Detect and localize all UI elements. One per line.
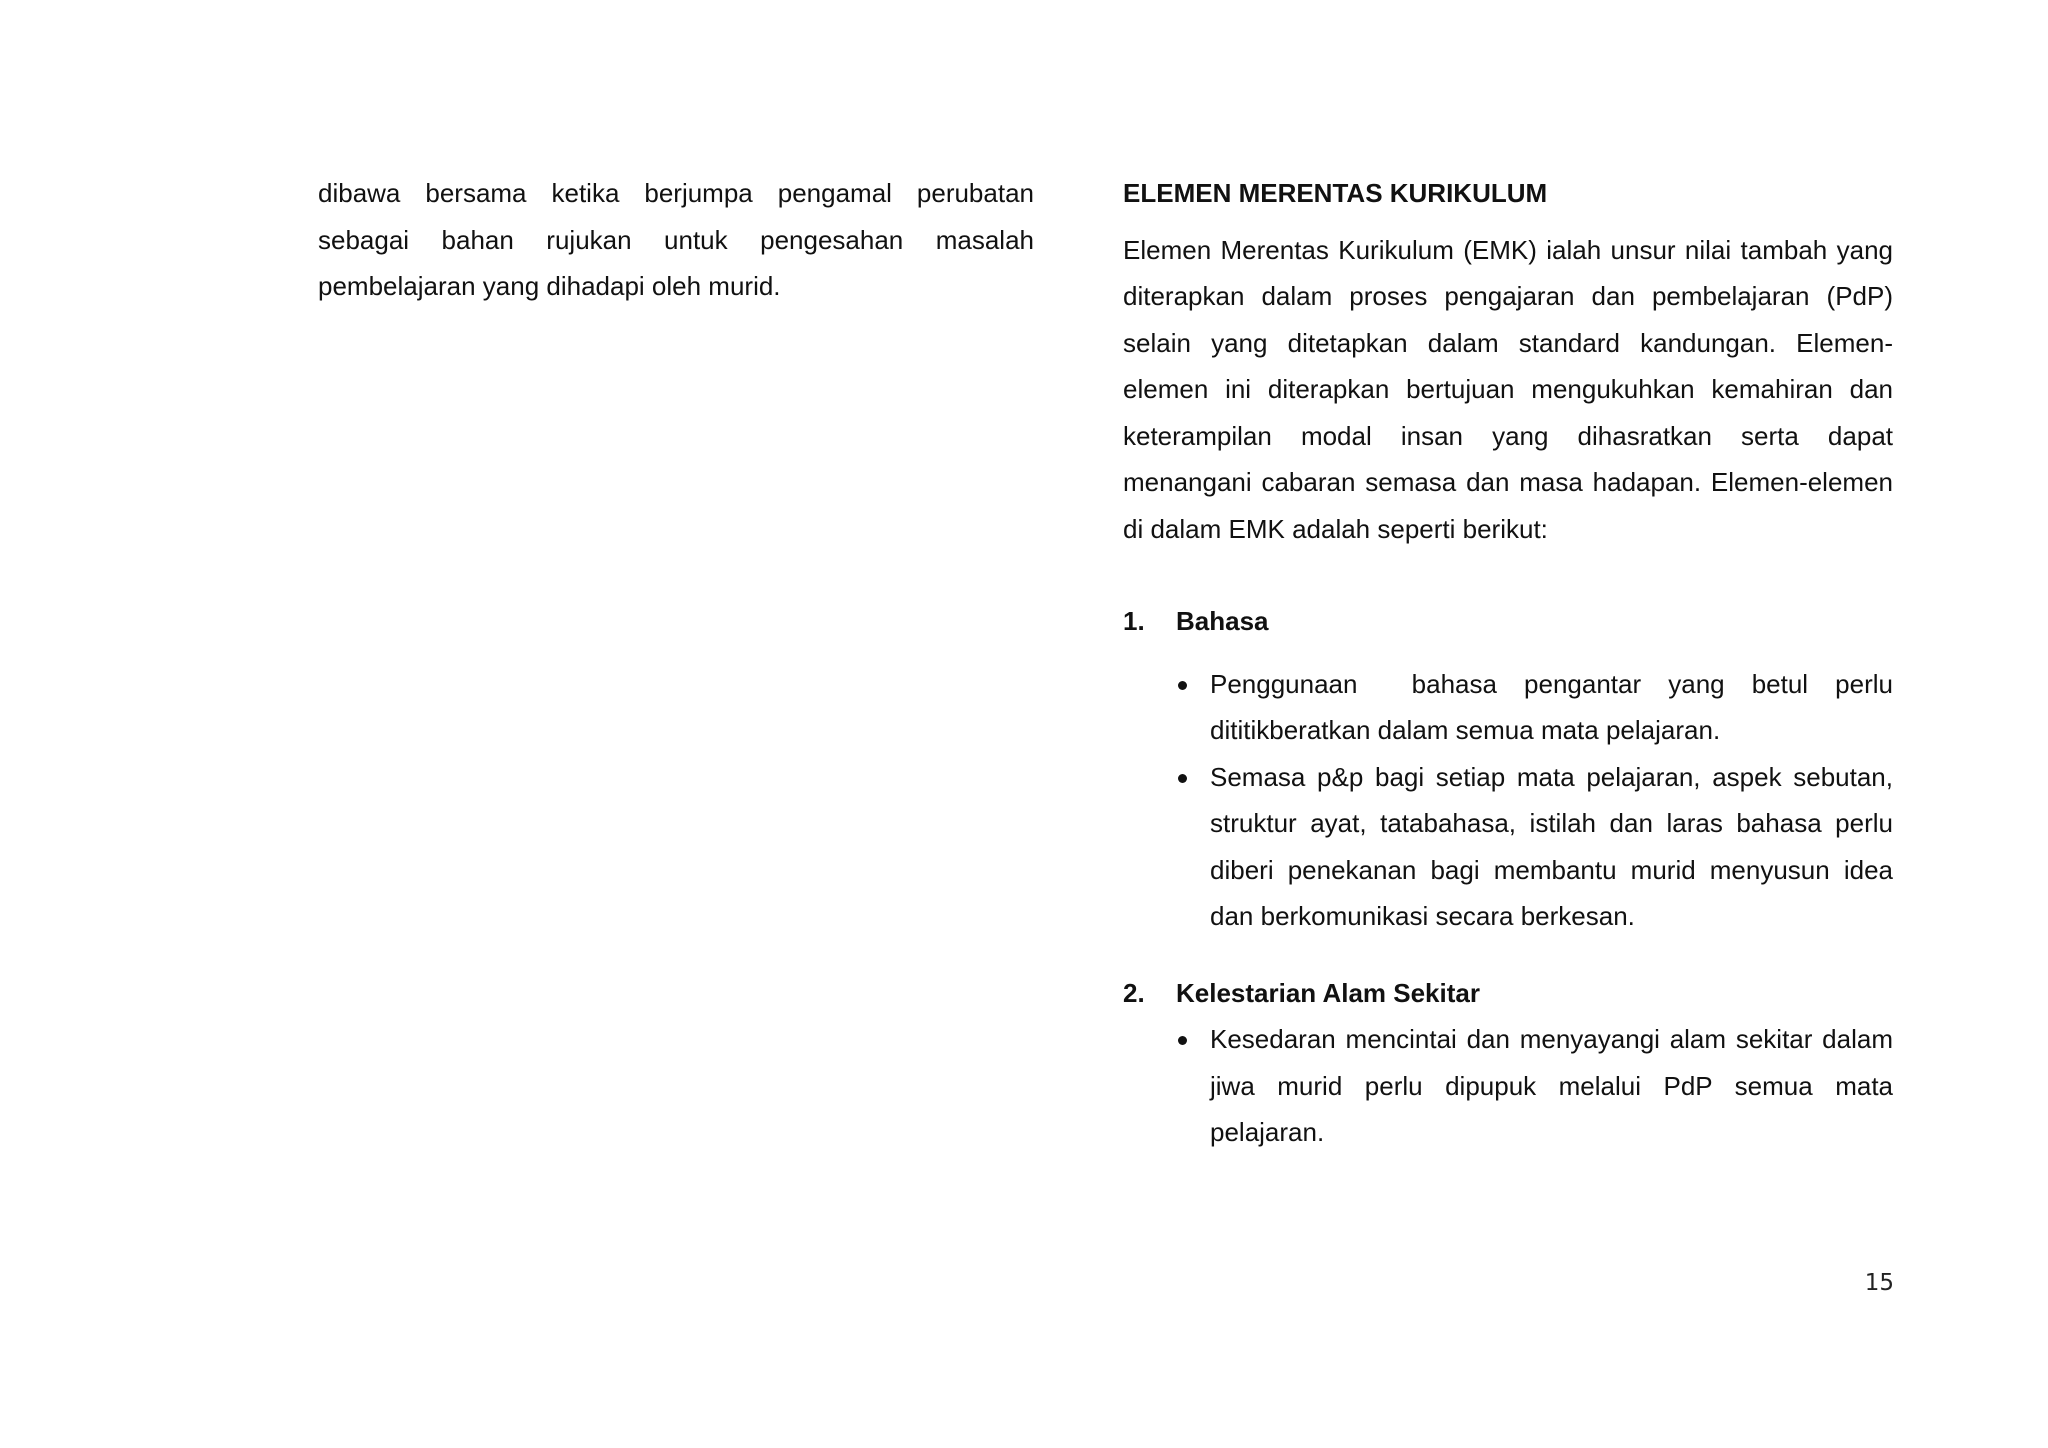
page-number: 15 [1864,1270,1894,1296]
bullet-icon [1178,681,1187,690]
bullet-text: Semasa p&p bagi setiap mata pelajaran, aspek sebutan, struktur ayat, tatabahasa, istilah dan laras bahasa perlu diberi penekanan bagi membantu murid menyusun idea dan berkomunikasi secara berkesan. [1210,761,1893,931]
bullet-list [1123,1016,1893,1156]
element-heading [1123,970,1893,1017]
bullet-list [1123,661,1901,940]
bullet-icon [1178,774,1187,783]
element-heading [1123,598,1893,645]
element-section-bahasa [1123,598,1901,940]
bullet-item [1123,754,1893,940]
section-heading: ELEMEN MERENTAS KURIKULUM [1123,178,1548,208]
bullet-text: Kesedaran mencintai dan menyayangi alam sekitar dalam jiwa murid perlu dipupuk melalui PdP semua mata pelajaran. [1210,1024,1893,1147]
bullet-item [1123,1016,1893,1156]
element-title: Kelestarian Alam Sekitar [1176,977,1480,1008]
bullet-icon [1178,1036,1187,1045]
continued-paragraph: dibawa bersama ketika berjumpa pengamal perubatan sebagai bahan rujukan untuk pengesahan masalah pembelajaran yang dihadapi oleh murid. [318,178,1034,301]
element-title: Bahasa [1176,606,1269,636]
element-section-kelestarian [1123,970,1893,1156]
element-number: 2. [1123,977,1145,1008]
element-number: 1. [1123,606,1145,636]
intro-paragraph: Elemen Merentas Kurikulum (EMK) ialah unsur nilai tambah yang diterapkan dalam proses pengajaran dan pembelajaran (PdP) selain yang ditetapkan dalam standard kandungan. Elemen-elemen ini diterapkan bertujuan mengukuhkan kemahiran dan keterampilan modal insan yang dihasratkan serta dapat menangani cabaran semasa dan masa hadapan. Elemen-elemen di dalam EMK adalah seperti berikut: [1123,234,1893,544]
left-column [318,170,1034,310]
right-column [1123,170,1901,1156]
bullet-text: Penggunaan bahasa pengantar yang betul perlu dititikberatkan dalam semua mata pelajaran. [1210,668,1901,745]
bullet-item [1123,661,1901,754]
